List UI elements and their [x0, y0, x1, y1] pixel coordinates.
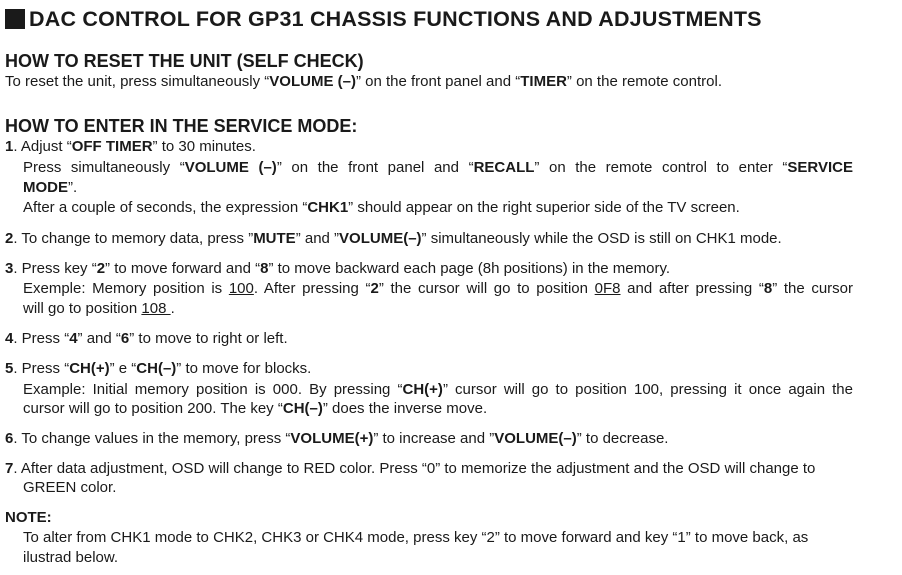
- step-4: 4. Press “4” and “6” to move to right or left.: [5, 330, 288, 347]
- step-1-line-2: Press simultaneously “VOLUME (–)” on the front panel and “RECALL” on the remote control to enter “SERVICE: [23, 159, 854, 176]
- step-3-line-1: 3. Press key “2” to move forward and “8” to move backward each page (8h positions) in the memory.: [5, 260, 671, 277]
- step-5-line-1: 5. Press “CH(+)” e “CH(–)” to move for blocks.: [5, 360, 312, 377]
- step-3-line-3: will go to position 108 .: [23, 300, 175, 317]
- step-7-line-1: 7. After data adjustment, OSD will change to RED color. Press “0” to memorize the adjustment and the OSD will change to: [5, 460, 816, 477]
- step-2: 2. To change to memory data, press ”MUTE” and ”VOLUME(–)” simultaneously while the OSD is still on CHK1 mode.: [5, 230, 782, 247]
- title-bullet-square: [5, 9, 25, 29]
- step-1-line-4: After a couple of seconds, the expression “CHK1” should appear on the right superior side of the TV screen.: [23, 199, 740, 216]
- title-text: DAC CONTROL FOR GP31 CHASSIS FUNCTIONS AND ADJUSTMENTS: [29, 6, 762, 31]
- step-6: 6. To change values in the memory, press “VOLUME(+)” to increase and ”VOLUME(–)” to decrease.: [5, 430, 669, 447]
- step-5-line-2: Example: Initial memory position is 000. By pressing “CH(+)” cursor will go to position 100, pressing it once again the: [23, 381, 853, 398]
- step-7-line-2: GREEN color.: [23, 479, 117, 496]
- reset-text: To reset the unit, press simultaneously “VOLUME (–)” on the front panel and “TIMER” on the remote control.: [5, 73, 722, 90]
- step-3-line-2: Exemple: Memory position is 100. After pressing “2” the cursor will go to position 0F8 and after pressing “8” the cursor: [23, 280, 854, 297]
- note-line-1: To alter from CHK1 mode to CHK2, CHK3 or CHK4 mode, press key “2” to move forward and key “1” to move back, as: [23, 529, 809, 546]
- service-heading: HOW TO ENTER IN THE SERVICE MODE:: [5, 116, 358, 136]
- note-label: NOTE:: [5, 509, 52, 526]
- step-1-line-1: 1. Adjust “OFF TIMER” to 30 minutes.: [5, 138, 256, 155]
- note-line-2: ilustrad below.: [23, 549, 119, 566]
- step-1-line-3: MODE”.: [23, 179, 78, 196]
- page-title: [5, 6, 762, 32]
- reset-heading: HOW TO RESET THE UNIT (SELF CHECK): [5, 51, 364, 71]
- step-5-line-3: cursor will go to position 200. The key “CH(–)” does the inverse move.: [23, 400, 488, 417]
